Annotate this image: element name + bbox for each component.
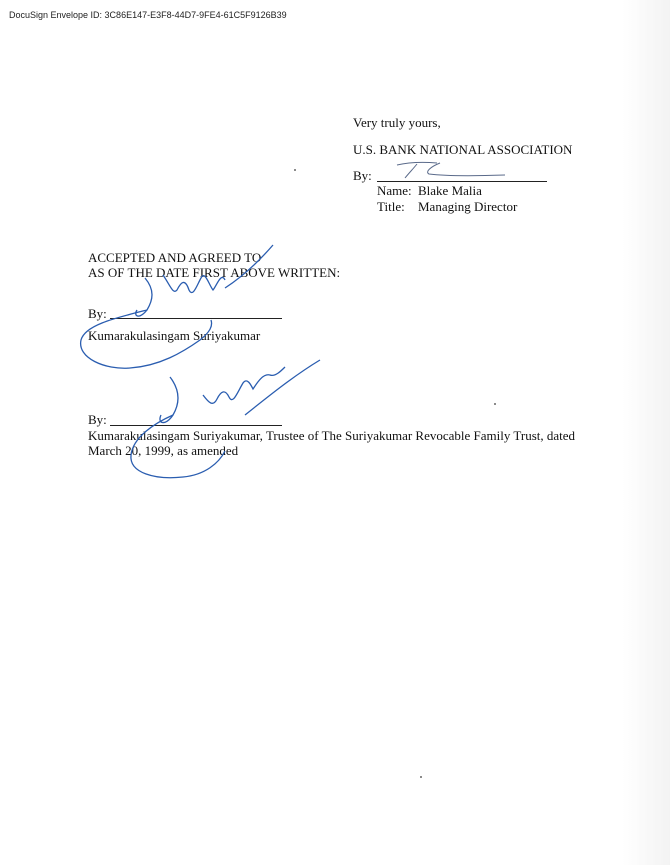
signatory-1-by-label: By: xyxy=(88,306,107,321)
acceptance-line-1: ACCEPTED AND AGREED TO xyxy=(88,250,262,265)
bank-by-label: By: xyxy=(353,168,372,183)
signatory-2-by-label: By: xyxy=(88,412,107,427)
docusign-envelope-id: DocuSign Envelope ID: 3C86E147-E3F8-44D7-9FE4-61C5F9126B39 xyxy=(9,10,287,20)
bank-signature-icon xyxy=(395,160,515,185)
signatory-2-line-1: Kumarakulasingam Suriyakumar, Trustee of The Suriyakumar Revocable Family Trust, dated xyxy=(88,428,576,443)
acceptance-line-2: AS OF THE DATE FIRST ABOVE WRITTEN: xyxy=(88,265,341,280)
signature-2-icon xyxy=(125,355,325,485)
scan-speck xyxy=(494,403,496,405)
page-edge-shadow xyxy=(622,0,670,865)
scan-speck xyxy=(294,169,296,171)
bank-signatory-name: Blake Malia xyxy=(418,183,482,198)
bank-name: U.S. BANK NATIONAL ASSOCIATION xyxy=(353,142,573,157)
signatory-2-line-2: March 20, 1999, as amended xyxy=(88,443,239,458)
closing-salutation: Very truly yours, xyxy=(353,115,441,130)
bank-title-label: Title: xyxy=(377,199,405,214)
signatory-1-name: Kumarakulasingam Suriyakumar xyxy=(88,328,261,343)
bank-name-label: Name: xyxy=(377,183,412,198)
bank-signatory-title: Managing Director xyxy=(418,199,518,214)
scan-speck xyxy=(420,776,422,778)
